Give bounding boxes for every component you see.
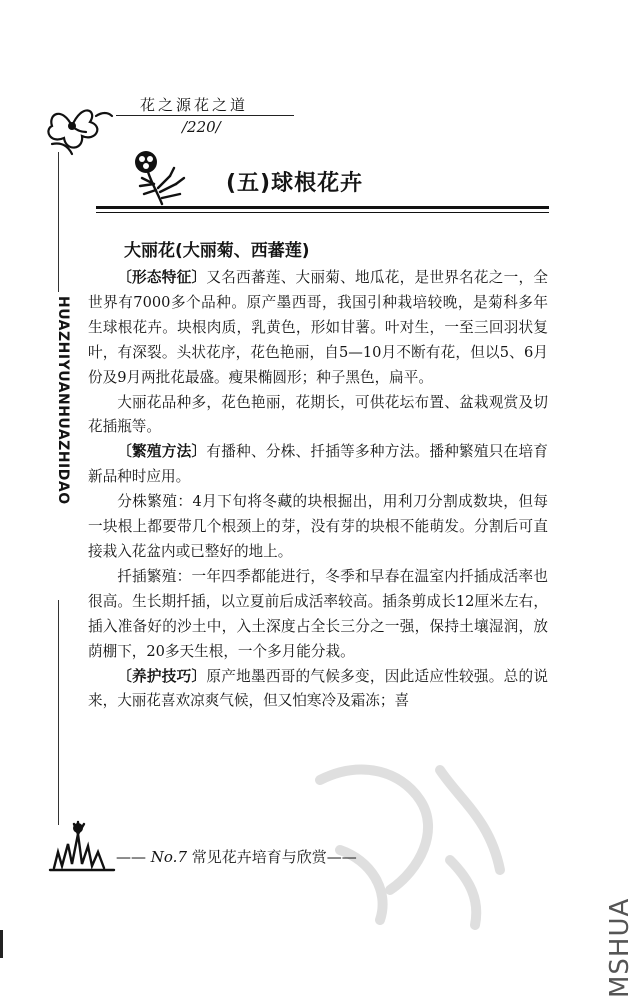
paragraph [88, 266, 548, 391]
paragraph-text: 大丽花品种多，花色艳丽，花期长，可供花坛布置、盆栽观赏及切花插瓶等。 [88, 393, 548, 436]
article-title: 大丽花(大丽菊、西蕃莲) [124, 241, 310, 261]
book-title: 常见花卉培育与欣赏 [191, 848, 327, 866]
edge-mark [0, 930, 3, 958]
footer [116, 846, 357, 867]
paragraph-text: 原产地墨西哥的气候多变，因此适应性较强。总的说来，大丽花喜欢凉爽气候，但又怕寒冷及霜冻；喜 [88, 667, 548, 710]
flower-sprig-icon [130, 148, 188, 206]
paragraph [88, 440, 548, 490]
running-title: 花之源花之道 [140, 96, 249, 114]
footer-dash: —— [116, 848, 151, 866]
left-margin-rule [58, 152, 59, 292]
paragraph-label: 〔养护技巧〕 [117, 667, 207, 685]
stamp-watermark [300, 740, 510, 930]
grass-footer-icon [48, 818, 116, 872]
header-rule [116, 115, 294, 116]
paragraph-text: 扦插繁殖：一年四季都能进行，冬季和早春在温室内扦插成活率也很高。生长期扦插，以立夏前后成活率较高。插条剪成长12厘米左右，插入准备好的沙土中，入土深度占全长三分之一强，保持土壤湿润，放荫棚下，20多天生根，一个多月能分栽。 [88, 567, 548, 660]
article-body [88, 266, 548, 714]
paragraph-label: 〔形态特征〕 [117, 269, 207, 286]
paragraph [88, 391, 548, 441]
paragraph [88, 490, 548, 565]
section-divider [96, 212, 549, 213]
footer-dash: —— [326, 848, 357, 866]
paragraph-text: 分株繁殖：4月下旬将冬藏的块根掘出，用利刀分割成数块，但每一块根上都要带几个根颈上的芽，没有芽的块根不能萌发。分割后可直接栽入花盆内或已整好的地上。 [88, 493, 548, 560]
flower-corner-icon [42, 96, 114, 158]
paragraph-label: 〔繁殖方法〕 [117, 443, 207, 461]
side-pinyin-title: HUAZHIYUANHUAZHIDAO [55, 296, 71, 505]
series-number: No.7 [150, 848, 187, 866]
left-margin-rule [58, 600, 59, 825]
section-title: (五)球根花卉 [226, 171, 364, 196]
page-number: /220/ [182, 118, 221, 136]
paragraph-text: 又名西蕃莲、大丽菊、地瓜花，是世界名花之一，全世界有7000多个品种。原产墨西哥，我国引种栽培较晚，是菊科多年生球根花卉。块根肉质，乳黄色，形如甘薯。叶对生，一至三回羽状复叶，有深裂。头状花序，花色艳丽，自5—10月不断有花，但以5、6月份及9月两批花最盛。瘦果椭圆形；种子黑色，扁平。 [88, 269, 548, 386]
paragraph-text: 有播种、分株、扦插等多种方法。播种繁殖只在培育新品种时应用。 [88, 443, 548, 486]
paragraph [88, 565, 548, 665]
watermark-text: MSHUA [605, 897, 635, 998]
section-divider [96, 206, 549, 209]
paragraph [88, 665, 548, 715]
